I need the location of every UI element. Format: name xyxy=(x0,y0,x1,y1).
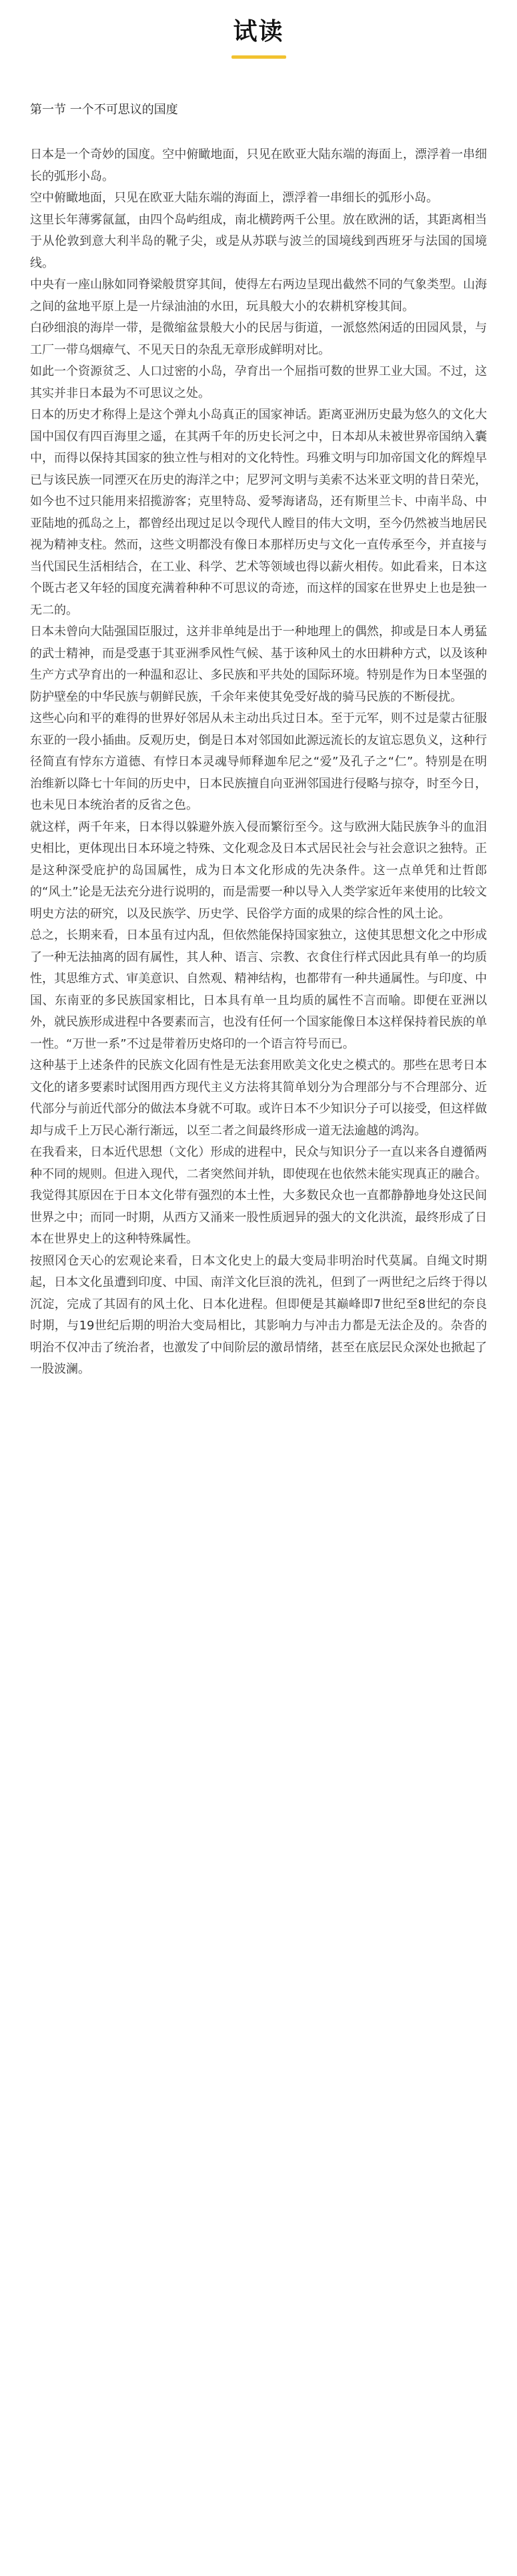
paragraph: 日本的历史才称得上是这个弹丸小岛真正的国家神话。距离亚洲历史最为悠久的文化大国中国仅有四百海里之遥，在其两千年的历史长河之中，日本却从未被世界帝国纳入囊中，而得以保持其国家的独立性与相对的文化特性。玛雅文明与印加帝国文化的辉煌早已与该民族一同湮灭在历史的海洋之中；尼罗河文明与美索不达米亚文明的昔日荣光，如今也不过只能用来招揽游客；克里特岛、爱琴海诸岛，还有斯里兰卡、中南半岛、中亚陆地的孤岛之上，都曾经出现过足以令现代人瞠目的伟大文明，至今仍然被当地居民视为精神支柱。然而，这些文明都没有像日本那样历史与文化一直传承至今，并直接与当代国民生活相结合，在工业、科学、艺术等领域也得以薪火相传。如此看来，日本这个既古老又年轻的国度充满着种种不可思议的奇迹，而这样的国家在世界史上也是独一无二的。 xyxy=(30,408,487,617)
paragraph: 按照冈仓天心的宏观论来看，日本文化史上的最大变局非明治时代莫属。自绳文时期起，日本文化虽遭到印度、中国、南洋文化巨浪的洗礼，但到了一两世纪之后终于得以沉淀，完成了其固有的风土化、日本化进程。但即便是其巅峰即7世纪至8世纪的奈良时期，与19世纪后期的明治大变局相比，其影响力与冲击力都是无法企及的。杂沓的明治不仅冲击了统治者，也激发了中间阶层的激昂情绪，甚至在底层民众深处也掀起了一股波澜。 xyxy=(30,1253,487,1377)
article-body xyxy=(30,144,487,1381)
paragraph: 总之，长期来看，日本虽有过内乱，但依然能保持国家独立，这使其思想文化之中形成了一种无法抽离的固有属性，其人种、语言、宗教、衣食住行样式因此具有单一的均质性，其思维方式、审美意识、自然观、精神结构，也都带有一种共通属性。与印度、中国、东南亚的多民族国家相比，日本具有单一且均质的属性不言而喻。即便在亚洲以外，就民族形成进程中各要素而言，也没有任何一个国家能像日本这样保持着民族的单一性。“万世一系”不过是带着历史烙印的一个语言符号而已。 xyxy=(30,928,487,1051)
paragraph: 日本未曾向大陆强国臣服过，这并非单纯是出于一种地理上的偶然，抑或是日本人勇猛的武士精神，而是受惠于其亚洲季风性气候、基于该种风土的水田耕种方式，以及该种生产方式孕育出的一种温和忍让、多民族和平共处的国际环境。特别是作为日本坚强的防护壁垒的中华民族与朝鲜民族，千余年来使其免受好战的骑马民族的不断侵扰。 xyxy=(30,625,487,704)
paragraph: 中央有一座山脉如同脊梁般贯穿其间，使得左右两边呈现出截然不同的气象类型。山海之间的盆地平原上是一片绿油油的水田，玩具般大小的农耕机穿梭其间。 xyxy=(30,278,487,314)
paragraph: 这里长年薄雾氤氲，由四个岛屿组成，南北横跨两千公里。放在欧洲的话，其距离相当于从伦敦到意大利半岛的靴子尖，或是从苏联与波兰的国境线到西班牙与法国的国境线。 xyxy=(30,212,487,270)
paragraph: 这种基于上述条件的民族文化固有性是无法套用欧美文化史之模式的。那些在思考日本文化的诸多要素时试图用西方现代主义方法将其简单划分为合理部分与不合理部分、近代部分与前近代部分的做法本身就不可取。或许日本不少知识分子可以接受，但这样做却与成千上万民心渐行渐远，以至二者之间最终形成一道无法逾越的鸿沟。 xyxy=(30,1058,487,1138)
paragraph: 这些心向和平的难得的世界好邻居从未主动出兵过日本。至于元军，则不过是蒙古征服东亚的一段小插曲。反观历史，倒是日本对邻国如此源远流长的友谊忘恩负义，这种行径简直有悖东方道德、有悖日本灵魂导师释迦牟尼之“爱”及孔子之“仁”。特别是在明治维新以降七十年间的历史中，日本民族擅自向亚洲邻国进行侵略与掠夺，时至今日，也未见日本统治者的反省之色。 xyxy=(30,711,487,813)
paragraph: 在我看来，日本近代思想（文化）形成的进程中，民众与知识分子一直以来各自遵循两种不同的规则。但进入现代，二者突然间并轨，即使现在也依然未能实现真正的融合。我觉得其原因在于日本文化带有强烈的本土性，大多数民众也一直都静静地身处这民间世界之中；而同一时期，从西方又涌来一股性质迥异的强大的文化洪流，最终形成了日本在世界史上的这种特殊属性。 xyxy=(30,1145,487,1247)
paragraph: 空中俯瞰地面，只见在欧亚大陆东端的海面上，漂浮着一串细长的弧形小岛。 xyxy=(30,191,438,206)
reader-page xyxy=(0,17,517,2576)
paragraph: 白砂细浪的海岸一带，是微缩盆景般大小的民居与街道，一派悠然闲适的田园风景，与工厂一带乌烟瘴气、不见天日的杂乱无章形成鲜明对比。 xyxy=(30,321,487,357)
paragraph: 就这样，两千年来，日本得以躲避外族入侵而繁衍至今。这与欧洲大陆民族争斗的血泪史相比，更体现出日本环境之特殊、文化观念及日本式居民社会与社会意识之独特。正是这种深受庇护的岛国属性，成为日本文化形成的先决条件。这一点单凭和辻哲郎的“风土”论是无法充分进行说明的，而是需要一种以导入人类学家近年来使用的比较文明史方法的研究，以及民族学、历史学、民俗学方面的成果的综合性的风土论。 xyxy=(30,820,487,921)
paragraph: 日本是一个奇妙的国度。空中俯瞰地面，只见在欧亚大陆东端的海面上，漂浮着一串细长的弧形小岛。 xyxy=(30,147,487,184)
page-title: 试读 xyxy=(233,18,284,45)
title-underline xyxy=(231,55,286,59)
paragraph: 如此一个资源贫乏、人口过密的小岛，孕育出一个屈指可数的世界工业大国。不过，这其实并非日本最为不可思议之处。 xyxy=(30,364,487,400)
section-heading: 第一节 一个不可思议的国度 xyxy=(30,103,178,117)
